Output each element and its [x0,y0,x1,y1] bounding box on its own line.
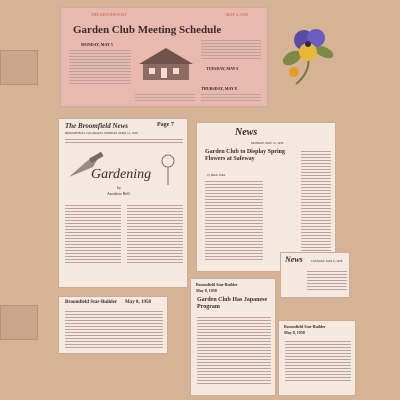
bottom-column-head: TUESDAY, MAY 6 [206,66,239,71]
masthead: Broomfield Star-Builder [196,282,238,287]
date: MONDAY, MAY 12, 1958 [251,141,284,145]
page-label: Page 7 [157,122,174,128]
date: May 8, 1958 [284,330,305,335]
headline: Garden Club Has Japanese Program [197,297,268,310]
date: May 8, 1958 [125,300,151,305]
masthead: News [235,127,258,138]
right-column-head: THURSDAY, MAY 8 [201,86,237,91]
date: MAY 4, 1958 [226,12,248,17]
small-news-clipping [280,252,350,298]
star-builder-clipping-3 [278,320,356,396]
date: May 8, 1958 [196,288,217,293]
masthead: News [285,255,303,264]
binder-tab-bottom [0,305,38,340]
dateline: BROOMFIELD, COLORADO, MONDAY APRIL 14, 1958 [65,131,138,135]
headline: Garden Club Meeting Schedule [73,24,222,36]
date: TUESDAY, MAY 6, 1958 [311,259,343,263]
denver-post-clipping [60,7,268,107]
binder-tab-top [0,50,38,85]
masthead: Broomfield Star-Builder [65,300,118,305]
headline: Garden Club to Display Spring Flowers at Safeway [205,149,286,162]
flower-doodle-icon [157,153,179,187]
masthead: The Broomfield News [65,122,128,130]
masthead: THE DENVER POST [91,12,127,17]
byline: by [117,185,121,190]
title: Gardening [91,167,152,182]
author: Anodrew Bell [107,191,130,196]
house-illustration [139,46,193,82]
byline: by Helen Teller [207,173,226,177]
pansy-flower-icon [278,16,338,86]
star-builder-clipping-1 [58,296,168,354]
left-column-head: MONDAY, MAY 5 [81,42,113,47]
star-builder-clipping-2 [190,278,276,396]
news-safeway-clipping [196,122,336,272]
gardening-clipping [58,118,188,288]
masthead: Broomfield Star-Builder [284,324,326,329]
